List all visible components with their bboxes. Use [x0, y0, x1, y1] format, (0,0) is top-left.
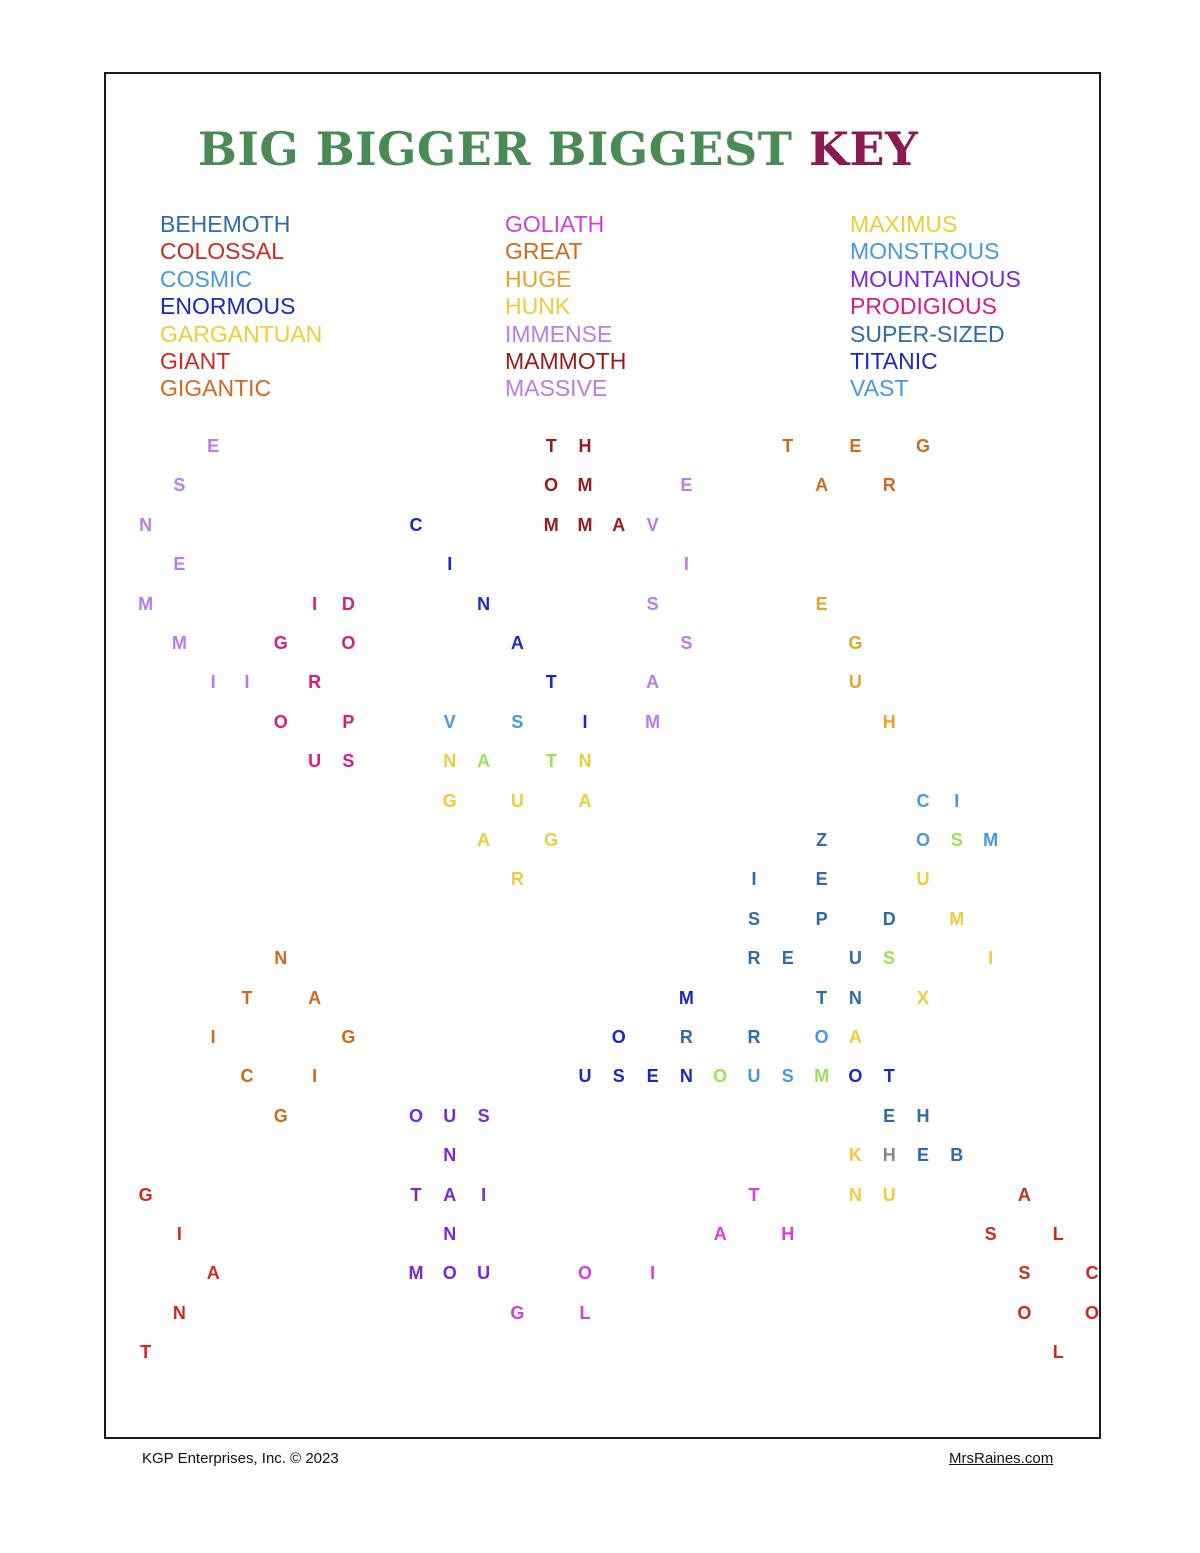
- grid-letter: T: [545, 751, 557, 772]
- grid-letter: V: [443, 711, 456, 732]
- grid-letter: E: [781, 948, 794, 969]
- grid-letter: I: [481, 1184, 487, 1205]
- grid-letter: S: [477, 1105, 490, 1126]
- grid-letter: N: [443, 1224, 457, 1244]
- grid-letter: H: [916, 1105, 930, 1126]
- grid-letter: N: [139, 514, 153, 535]
- grid-letter: S: [342, 751, 355, 772]
- grid-letter: I: [582, 711, 588, 732]
- grid-letter: G: [273, 1105, 288, 1126]
- grid-letter: T: [748, 1184, 760, 1205]
- grid-letter: G: [915, 436, 930, 456]
- word-item: TITANIC: [850, 348, 938, 375]
- grid-letter: N: [172, 1302, 186, 1323]
- grid-letter: E: [815, 593, 828, 614]
- grid-letter: H: [781, 1224, 795, 1244]
- grid-letter: N: [578, 751, 592, 772]
- word-item: SUPER-SIZED: [850, 320, 1005, 347]
- grid-letter: E: [916, 1145, 929, 1166]
- word-item: BEHEMOTH: [160, 211, 291, 237]
- grid-letter: O: [442, 1263, 457, 1284]
- grid-letter: S: [950, 830, 963, 850]
- grid-letter: S: [680, 633, 693, 653]
- grid-letter: V: [646, 514, 659, 535]
- grid-letter: T: [782, 436, 794, 456]
- grid-letter: A: [815, 475, 829, 496]
- word-item: HUNK: [505, 293, 571, 320]
- grid-letter: A: [713, 1224, 727, 1244]
- grid-letter: O: [1084, 1302, 1099, 1323]
- word-item: COSMIC: [160, 265, 252, 292]
- footer-website-link[interactable]: MrsRaines.com: [949, 1450, 1054, 1467]
- grid-letter: N: [443, 751, 457, 772]
- word-item: MAMMOTH: [505, 348, 627, 375]
- grid-letter: N: [274, 948, 288, 969]
- grid-letter: C: [916, 790, 930, 811]
- grid-letter: O: [544, 475, 559, 496]
- word-item: MASSIVE: [505, 375, 608, 402]
- grid-letter: G: [273, 633, 288, 653]
- grid-letter: L: [579, 1302, 591, 1323]
- grid-letter: N: [848, 987, 862, 1008]
- grid-letter: A: [848, 1027, 862, 1047]
- grid-letter: T: [410, 1184, 422, 1205]
- grid-letter: O: [611, 1027, 626, 1047]
- grid-letter: S: [984, 1224, 997, 1244]
- grid-letter: B: [950, 1145, 964, 1166]
- grid-letter: P: [342, 711, 355, 732]
- word-item: MAXIMUS: [850, 211, 958, 237]
- grid-letter: I: [210, 672, 216, 693]
- grid-letter: U: [882, 1184, 896, 1205]
- grid-letter: A: [477, 830, 491, 850]
- grid-letter: S: [646, 593, 659, 614]
- grid-letter: A: [646, 672, 660, 693]
- grid-letter: I: [954, 790, 960, 811]
- grid-letter: P: [815, 908, 828, 929]
- title-main: BIG BIGGER BIGGEST: [198, 122, 793, 176]
- word-item: PRODIGIOUS: [850, 293, 997, 320]
- grid-letter: M: [408, 1263, 424, 1284]
- grid-letter: O: [273, 711, 288, 732]
- grid-letter: O: [1017, 1302, 1032, 1323]
- grid-letter: S: [511, 711, 524, 732]
- grid-letter: M: [983, 830, 999, 850]
- grid-letter: G: [544, 830, 559, 850]
- grid-letter: I: [988, 948, 994, 969]
- grid-letter: G: [848, 633, 863, 653]
- grid-letter: M: [138, 593, 154, 614]
- grid-letter: U: [848, 672, 862, 693]
- grid-letter: T: [545, 436, 557, 456]
- grid-letter: C: [409, 514, 423, 535]
- grid-letter: O: [577, 1263, 592, 1284]
- grid-letter: E: [849, 436, 862, 456]
- grid-letter: C: [1085, 1263, 1099, 1284]
- grid-letter: L: [1052, 1342, 1064, 1363]
- grid-letter: T: [883, 1066, 895, 1087]
- word-item: GREAT: [505, 238, 583, 265]
- grid-letter: R: [308, 672, 322, 693]
- word-item: COLOSSAL: [160, 238, 284, 265]
- word-item: VAST: [850, 375, 909, 402]
- grid-letter: M: [814, 1066, 830, 1087]
- grid-letter: S: [612, 1066, 625, 1087]
- grid-letter: G: [510, 1302, 525, 1323]
- grid-letter: S: [781, 1066, 794, 1087]
- word-item: GIANT: [160, 348, 231, 375]
- grid-letter: R: [679, 1027, 693, 1047]
- grid-letter: S: [1018, 1263, 1031, 1284]
- grid-letter: O: [814, 1027, 829, 1047]
- grid-letter: I: [176, 1224, 182, 1244]
- grid-letter: T: [241, 987, 253, 1008]
- title-key: KEY: [808, 122, 919, 176]
- grid-letter: M: [949, 908, 965, 929]
- word-item: ENORMOUS: [160, 293, 296, 320]
- grid-letter: M: [678, 987, 694, 1008]
- grid-letter: R: [510, 869, 524, 890]
- grid-letter: E: [207, 436, 220, 456]
- grid-letter: H: [882, 1145, 896, 1166]
- grid-letter: D: [882, 908, 896, 929]
- grid-letter: A: [1017, 1184, 1031, 1205]
- word-item: HUGE: [505, 265, 572, 292]
- grid-letter: I: [447, 554, 453, 575]
- grid-letter: G: [138, 1184, 153, 1205]
- grid-letter: A: [578, 790, 592, 811]
- grid-letter: M: [577, 514, 593, 535]
- grid-letter: H: [578, 436, 592, 456]
- grid-letter: I: [751, 869, 757, 890]
- grid-letter: E: [646, 1066, 659, 1087]
- word-item: GOLIATH: [505, 211, 605, 237]
- grid-letter: A: [308, 987, 322, 1008]
- grid-letter: S: [747, 908, 760, 929]
- grid-letter: L: [1052, 1224, 1064, 1244]
- grid-letter: I: [650, 1263, 656, 1284]
- grid-letter: U: [510, 790, 524, 811]
- grid-letter: M: [577, 475, 593, 496]
- grid-letter: A: [612, 514, 626, 535]
- grid-letter: A: [510, 633, 524, 653]
- grid-letter: H: [882, 711, 896, 732]
- grid-letter: N: [443, 1145, 457, 1166]
- grid-letter: N: [679, 1066, 693, 1087]
- grid-letter: A: [206, 1263, 220, 1284]
- word-item: MONSTROUS: [850, 238, 1000, 265]
- grid-letter: R: [747, 1027, 761, 1047]
- grid-letter: R: [882, 475, 896, 496]
- grid-letter: O: [341, 633, 356, 653]
- word-item: GARGANTUAN: [160, 320, 323, 347]
- grid-letter: Z: [816, 830, 828, 850]
- grid-letter: E: [815, 869, 828, 890]
- grid-letter: U: [308, 751, 322, 772]
- grid-letter: T: [816, 987, 828, 1008]
- grid-letter: I: [312, 1066, 318, 1087]
- grid-letter: U: [443, 1105, 457, 1126]
- grid-letter: K: [848, 1145, 862, 1166]
- grid-letter: A: [477, 751, 491, 772]
- grid-letter: E: [883, 1105, 896, 1126]
- grid-letter: U: [916, 869, 930, 890]
- grid-letter: O: [713, 1066, 728, 1087]
- grid-letter: R: [747, 948, 761, 969]
- grid-letter: C: [240, 1066, 254, 1087]
- grid-letter: S: [173, 475, 186, 496]
- grid-letter: I: [210, 1027, 216, 1047]
- grid-letter: M: [645, 711, 661, 732]
- grid-letter: U: [578, 1066, 592, 1087]
- grid-letter: O: [848, 1066, 863, 1087]
- footer-copyright: KGP Enterprises, Inc. © 2023: [142, 1450, 339, 1467]
- grid-letter: N: [477, 593, 491, 614]
- grid-letter: T: [140, 1342, 152, 1363]
- word-item: MOUNTAINOUS: [850, 265, 1021, 292]
- grid-letter: I: [312, 593, 318, 614]
- grid-letter: U: [477, 1263, 491, 1284]
- grid-letter: S: [883, 948, 896, 969]
- grid-letter: O: [408, 1105, 423, 1126]
- grid-letter: U: [848, 948, 862, 969]
- grid-letter: X: [916, 987, 929, 1008]
- word-item: GIGANTIC: [160, 375, 272, 402]
- grid-letter: E: [680, 475, 693, 496]
- grid-letter: N: [848, 1184, 862, 1205]
- grid-letter: T: [545, 672, 557, 693]
- grid-letter: G: [442, 790, 457, 811]
- word-item: IMMENSE: [505, 320, 613, 347]
- grid-letter: M: [543, 514, 559, 535]
- grid-letter: G: [341, 1027, 356, 1047]
- grid-letter: I: [683, 554, 689, 575]
- grid-letter: E: [173, 554, 186, 575]
- grid-letter: A: [443, 1184, 457, 1205]
- grid-letter: M: [171, 633, 187, 653]
- grid-letter: I: [244, 672, 250, 693]
- grid-letter: D: [341, 593, 355, 614]
- grid-letter: U: [747, 1066, 761, 1087]
- grid-letter: O: [915, 830, 930, 850]
